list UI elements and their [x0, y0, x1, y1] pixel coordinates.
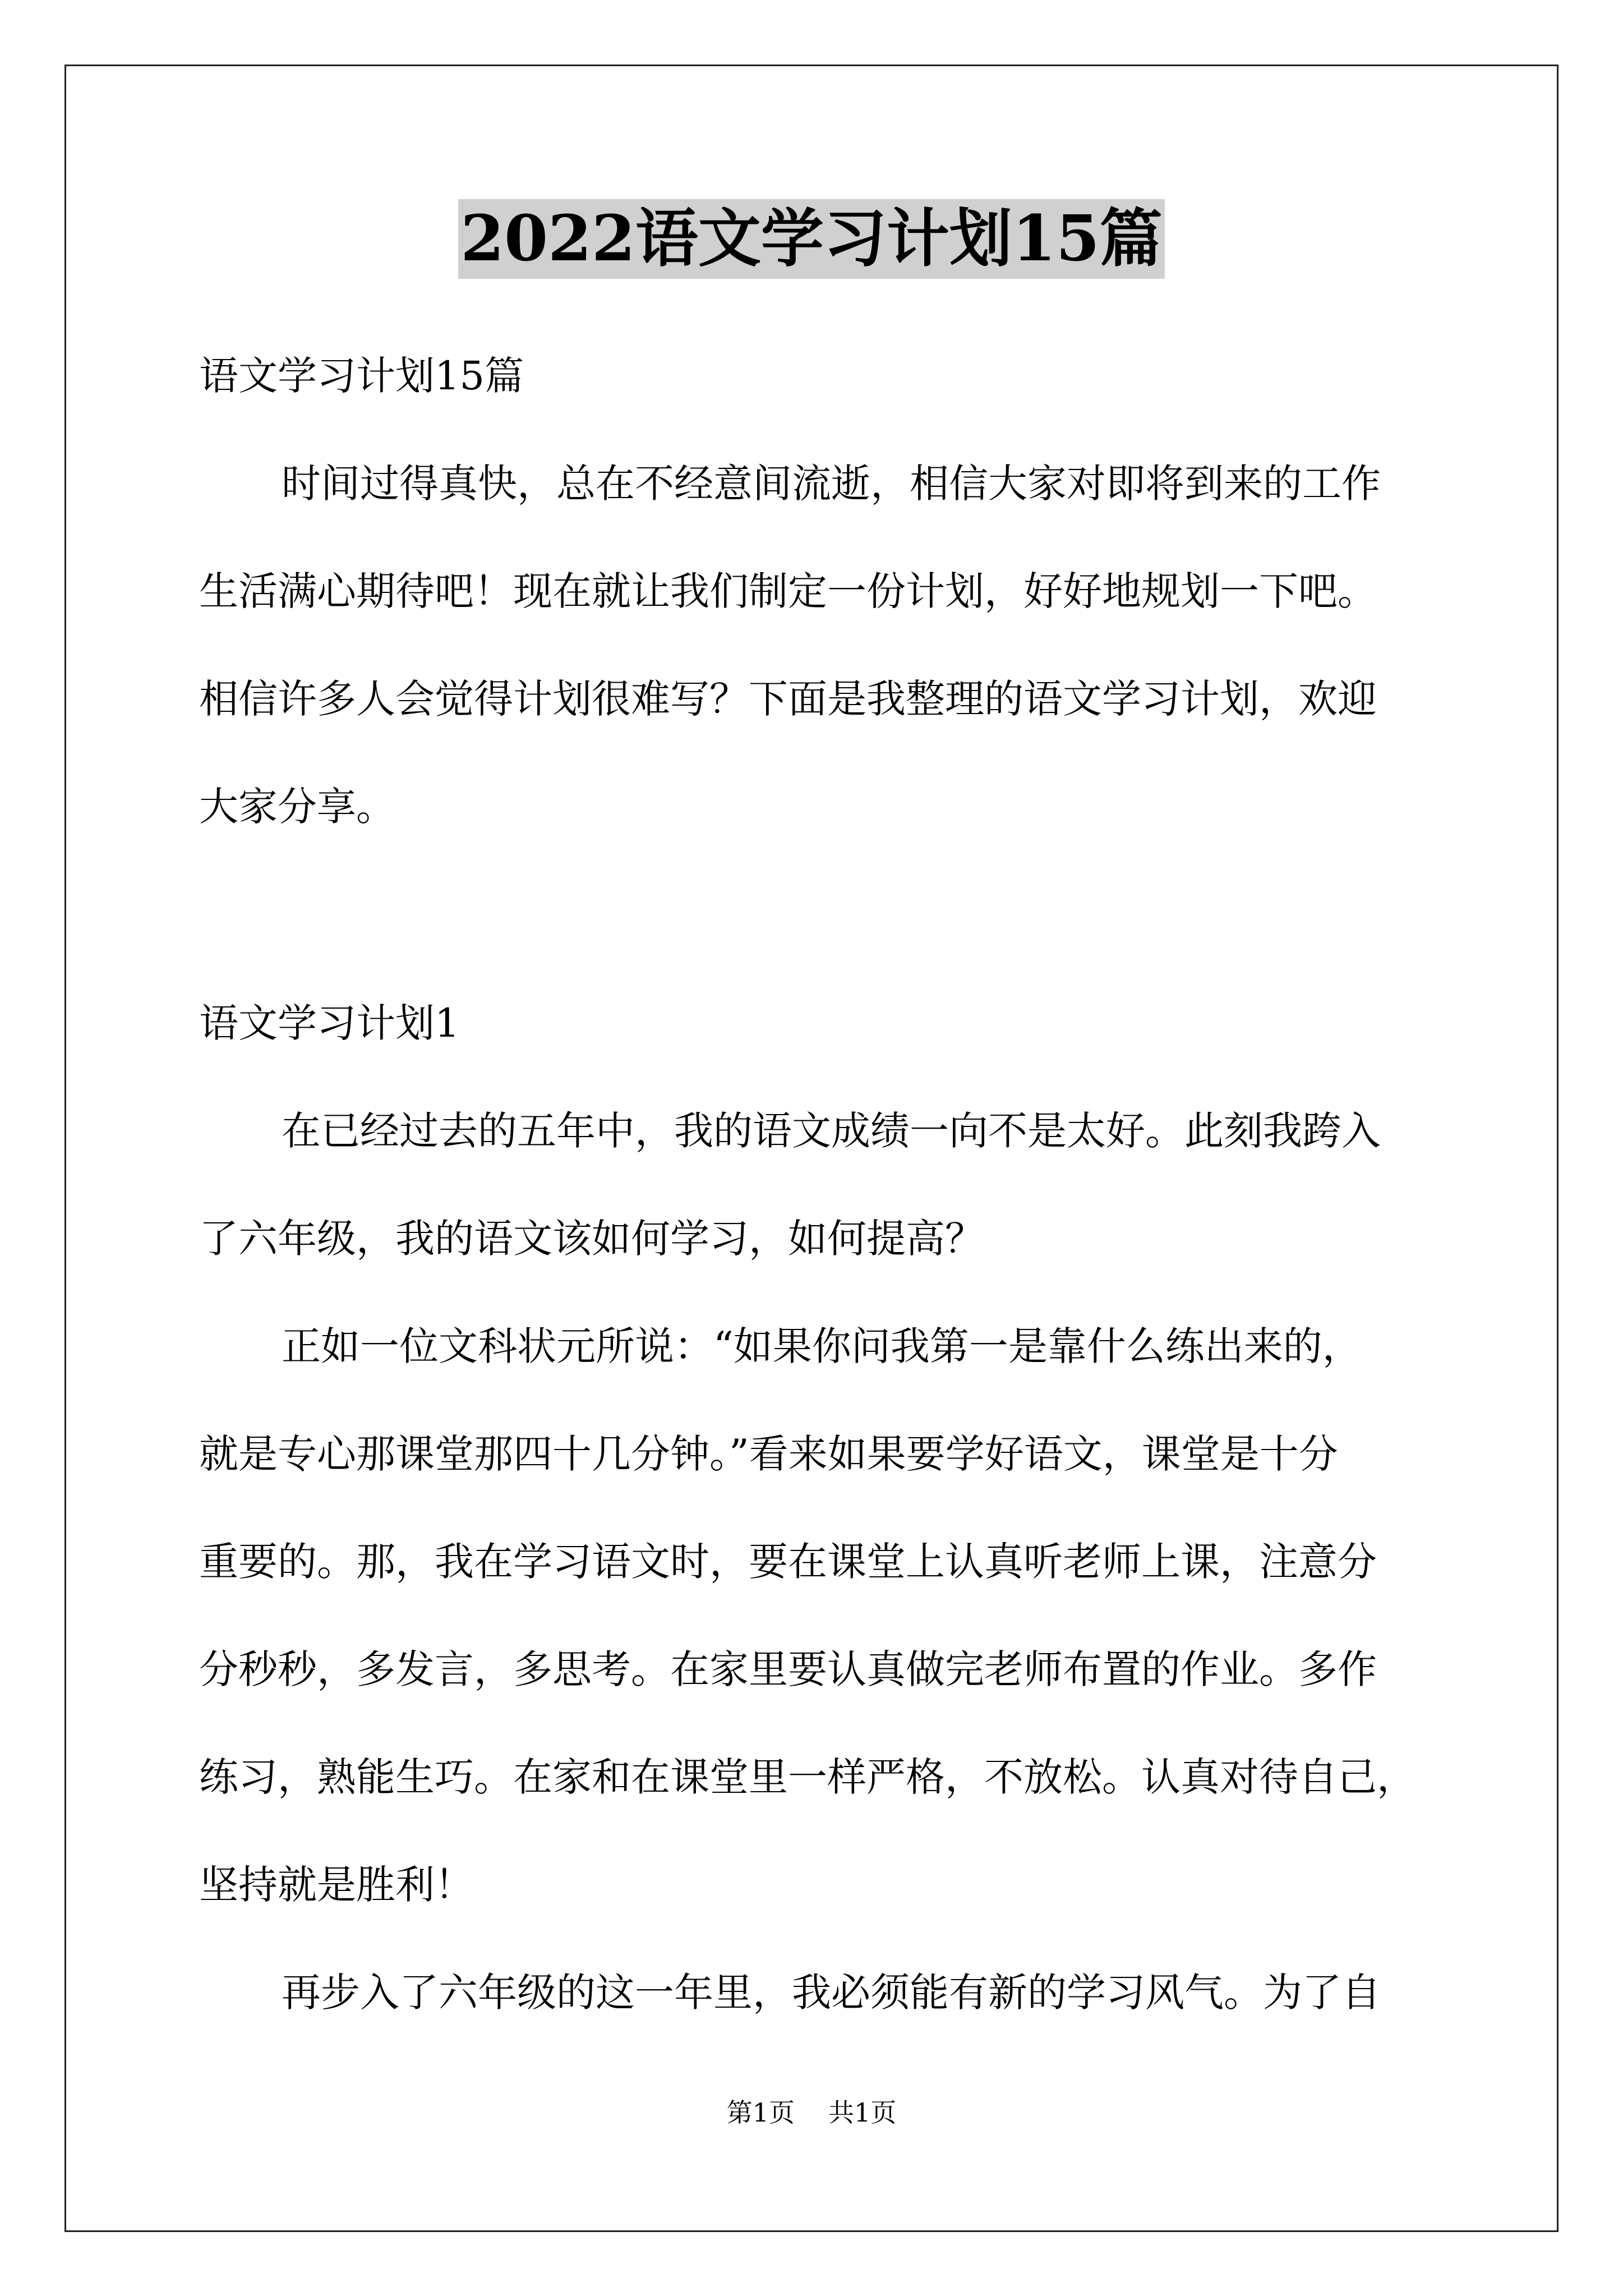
paragraph-line: 了六年级，我的语文该如何学习，如何提高？ [199, 1216, 984, 1262]
paragraph-line: 就是专心那课堂那四十几分钟。”看来如果要学好语文，课堂是十分 [199, 1431, 1338, 1477]
paragraph-line: 再步入了六年级的这一年里，我必须能有新的学习风气。为了自 [282, 1970, 1381, 2016]
title-container [0, 199, 1623, 279]
page-number: 第1页 [726, 2097, 795, 2128]
subtitle-line: 语文学习计划15篇 [199, 353, 524, 399]
page-total: 共1页 [828, 2097, 897, 2128]
paragraph-line: 分秒秒，多发言，多思考。在家里要认真做完老师布置的作业。多作 [199, 1646, 1377, 1692]
paragraph-line: 重要的。那，我在学习语文时，要在课堂上认真听老师上课，注意分 [199, 1539, 1377, 1585]
paragraph-line: 在已经过去的五年中，我的语文成绩一向不是太好。此刻我跨入 [282, 1108, 1381, 1154]
paragraph-line: 正如一位文科状元所说：“如果你问我第一是靠什么练出来的， [282, 1323, 1362, 1369]
page-footer [0, 2096, 1623, 2129]
section-heading: 语文学习计划1 [199, 1000, 460, 1046]
intro-line-2: 生活满心期待吧！现在就让我们制定一份计划，好好地规划一下吧。 [199, 568, 1377, 614]
paragraph-line: 坚持就是胜利！ [199, 1862, 474, 1908]
intro-line-1: 时间过得真快，总在不经意间流逝，相信大家对即将到来的工作 [282, 461, 1381, 507]
intro-line-3: 相信许多人会觉得计划很难写？下面是我整理的语文学习计划，欢迎 [199, 676, 1377, 722]
paragraph-line: 练习，熟能生巧。在家和在课堂里一样严格，不放松。认真对待自己， [199, 1754, 1416, 1800]
document-title: 2022语文学习计划15篇 [458, 199, 1165, 279]
intro-line-4: 大家分享。 [199, 784, 395, 830]
